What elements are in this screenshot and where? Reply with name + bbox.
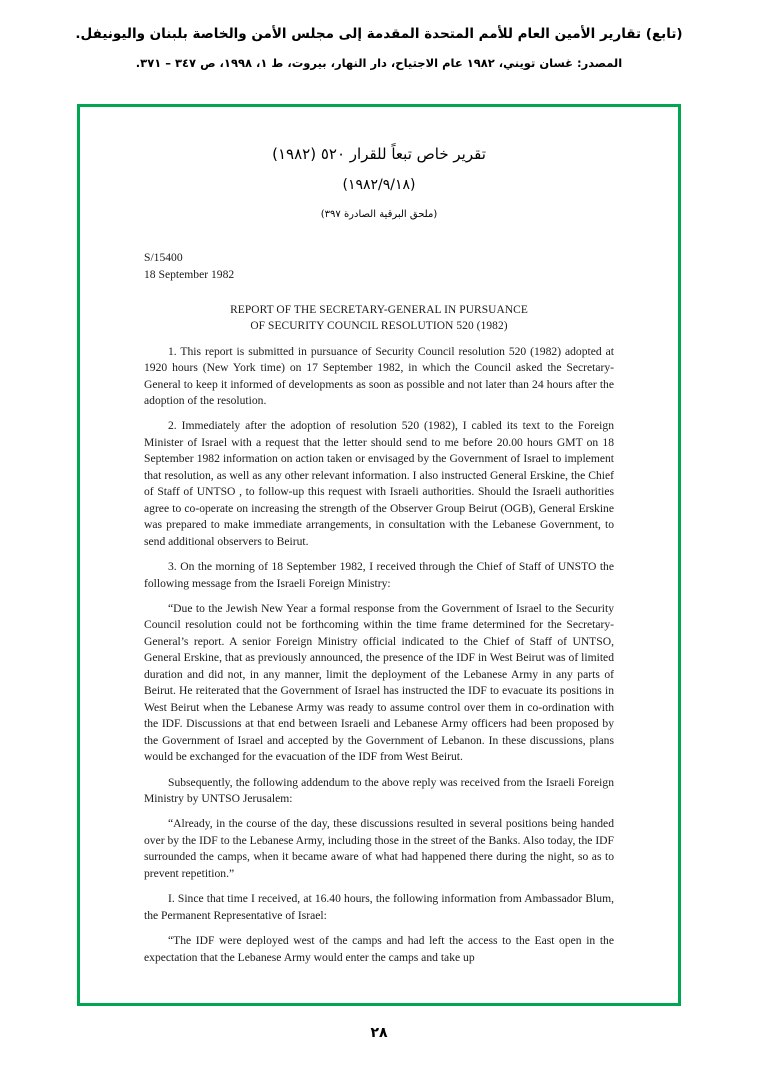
paragraph: 3. On the morning of 18 September 1982, I received through the Chief of Staff of UNSTO the following message from the Israeli Foreign Ministry: bbox=[144, 560, 614, 590]
document-symbol: S/15400 bbox=[144, 251, 183, 264]
doc-heading-arabic-line1: تقرير خاص تبعاً للقرار ٥٢٠ (١٩٨٢) bbox=[272, 145, 486, 163]
header-title-arabic: (تابع) تقارير الأمين العام للأمم المتحدة المقدمة إلى مجلس الأمن والخاصة بلبنان واليونيفل. bbox=[75, 26, 683, 42]
paragraph: I. Since that time I received, at 16.40 hours, the following information from Ambassador Blum, the Permanent Representative of Israel: bbox=[144, 892, 614, 922]
paragraph: 2. Immediately after the adoption of resolution 520 (1982), I cabled its text to the Foreign Minister of Israel with a request that the letter should send to me before 20.00 hours GMT on 18 September 1982 information on action taken or envisaged by the Government of Israel to implement that resolution, as well as any other relevant information. I also instructed General Erskine, the Chief of Staff of UNTSO , to follow-up this request with Israeli authorities. Should the Israeli authorities agree to co-operate on increasing the strength of the Observer Group Beirut (OGB), General Erskine was prepared to make immediate arrangements, in consultation with the Lebanese Government, to send additional observers to Beirut. bbox=[144, 419, 614, 548]
document-date: 18 September 1982 bbox=[144, 267, 235, 281]
doc-heading-arabic-line3: (ملحق البرقية الصادرة ٣٩٧) bbox=[320, 209, 438, 220]
document-title bbox=[144, 302, 614, 335]
page-number: ٢٨ bbox=[370, 1025, 388, 1041]
green-framed-document bbox=[77, 104, 681, 1006]
header-source-arabic: المصدر: غسان تويني، ١٩٨٢ عام الاجتياح، دار النهار، بيروت، ط ١، ١٩٩٨، ص ٣٤٧ – ٣٧١. bbox=[135, 56, 623, 71]
doc-heading-arabic-line2: (١٩٨٢/٩/١٨) bbox=[342, 177, 416, 193]
arabic-header bbox=[0, 0, 758, 70]
paragraph-quote: “Due to the Jewish New Year a formal response from the Government of Israel to the Security Council resolution could not be forthcoming within the time frame determined for the Secretary-General’s report. A senior Foreign Ministry official indicated to the Chief of Staff of UNTSO, General Erskine, that as previously announced, the presence of the IDF in West Beirut was of limited duration and did not, in any manner, limit the deployment of the Lebanese Army in any parts of Beirut. He reiterated that the Government of Israel has instructed the IDF to evacuate its positions in West Beirut when the Lebanese Army was ready to assume control over them in co-ordination with the IDF. Discussions at that end between Israeli and Lebanese Army officers had been proposed by the Government of Israel and accepted by the Government of Lebanon. In these discussions, plans would be exchanged for the evacuation of the IDF from West Beirut. bbox=[144, 602, 614, 764]
document-title-line2: OF SECURITY COUNCIL RESOLUTION 520 (1982) bbox=[250, 320, 508, 333]
paragraph-quote: “The IDF were deployed west of the camps and had left the access to the East open in the expectation that the Lebanese Army would enter the camps and take up bbox=[144, 934, 614, 964]
paragraph: Subsequently, the following addendum to the above reply was received from the Israeli Foreign Ministry by UNTSO Jerusalem: bbox=[144, 775, 614, 805]
document-arabic-heading bbox=[126, 145, 632, 220]
paragraph-quote: “Already, in the course of the day, these discussions resulted in several positions being handed over by the IDF to the Lebanese Army, including those in the street of the Banks. Also today, the IDF surrounded the camps, when it became aware of what had happened there during the night, so as to prevent repetition.” bbox=[144, 817, 614, 880]
document-english-body bbox=[126, 250, 632, 966]
paragraph: 1. This report is submitted in pursuance of Security Council resolution 520 (1982) adopted at 1920 hours (New York time) on 17 September 1982, in which the Council asked the Secretary-General to keep it informed of developments as soon as possible and not later than 24 hours after the adoption of the resolution. bbox=[144, 344, 614, 408]
document-title-line1: REPORT OF THE SECRETARY-GENERAL IN PURSUANCE bbox=[230, 303, 528, 316]
document-content bbox=[80, 107, 678, 1003]
